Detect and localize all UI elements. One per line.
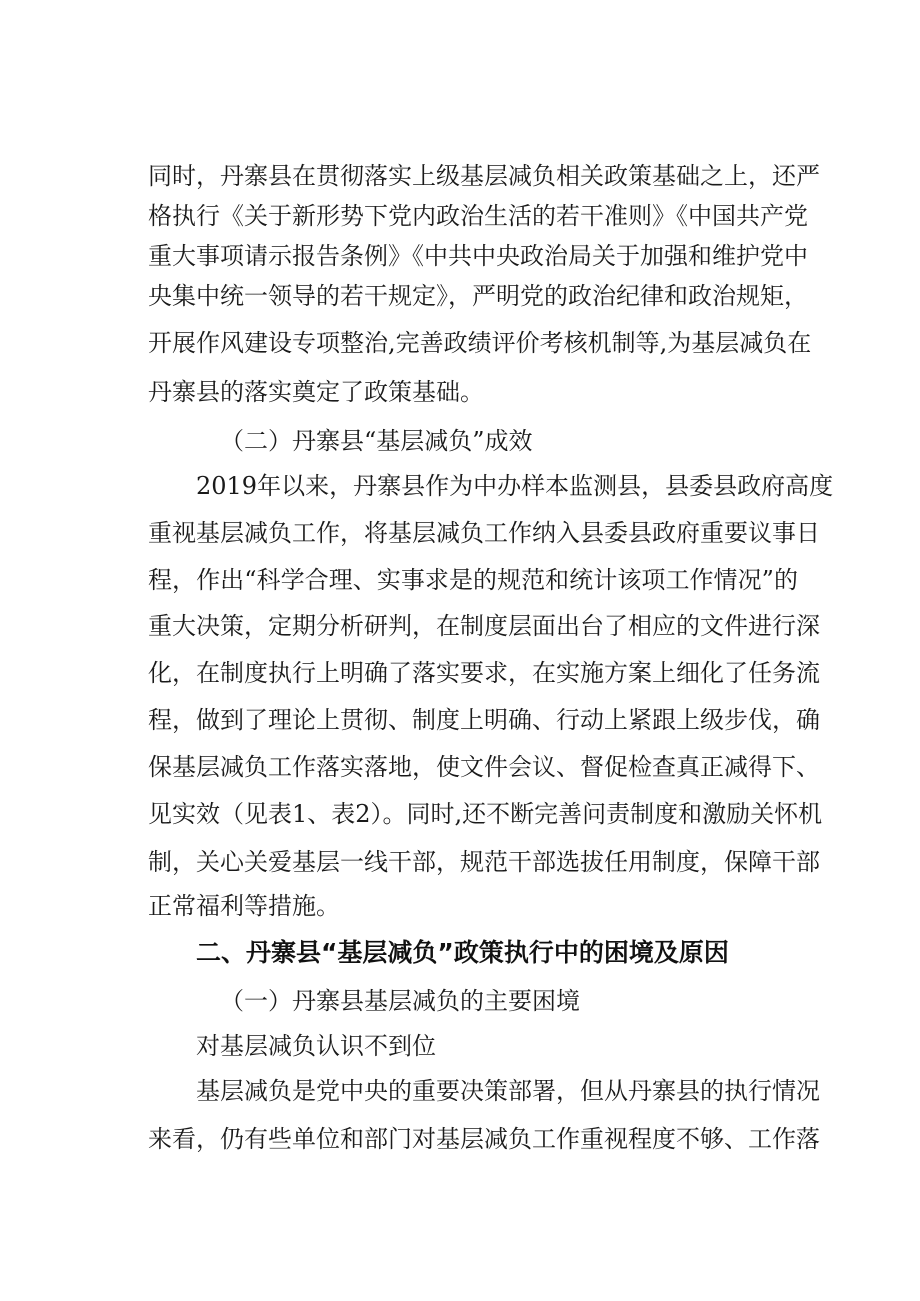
text-line: 化，在制度执行上明确了落实要求，在实施方案上细化了任务流 xyxy=(148,659,820,687)
subheading-difficulties: （一）丹寨县基层减负的主要困境 xyxy=(220,987,580,1015)
text-line: 保基层减负工作落实落地，使文件会议、督促检查真正减得下、 xyxy=(148,753,820,781)
text-line: 重视基层减负工作，将基层减负工作纳入县委县政府重要议事日 xyxy=(148,519,820,547)
text-line: 程，做到了理论上贯彻、制度上明确、行动上紧跟上级步伐，确 xyxy=(148,706,820,734)
text-line: 2019年以来，丹寨县作为中办样本监测县，县委县政府高度 xyxy=(196,472,834,500)
text-line: 同时，丹寨县在贯彻落实上级基层减负相关政策基础之上，还严 xyxy=(148,162,820,190)
text-line: 重大决策，定期分析研判，在制度层面出台了相应的文件进行深 xyxy=(148,612,820,640)
text-line: 见实效（见表1、表2）。同时,还不断完善问责制度和激励关怀机 xyxy=(148,800,823,828)
text-line: 重大事项请示报告条例》《中共中央政治局关于加强和维护党中 xyxy=(148,242,808,270)
subheading-achievements: （二）丹寨县“基层减负”成效 xyxy=(220,427,533,455)
point-title: 对基层减负认识不到位 xyxy=(196,1032,436,1060)
text-line: 基层减负是党中央的重要决策部署，但从丹寨县的执行情况 xyxy=(196,1077,820,1105)
text-line: 丹寨县的落实奠定了政策基础。 xyxy=(148,378,484,406)
text-line: 正常福利等措施。 xyxy=(148,892,340,920)
text-line: 程，作出“科学合理、实事求是的规范和统计该项工作情况”的 xyxy=(148,566,798,594)
text-line: 来看，仍有些单位和部门对基层减负工作重视程度不够、工作落 xyxy=(148,1125,820,1153)
text-line: 开展作风建设专项整治,完善政绩评价考核机制等,为基层减负在 xyxy=(148,329,812,357)
section-heading: 二、丹寨县“基层减负”政策执行中的困境及原因 xyxy=(196,938,729,967)
text-line: 格执行《关于新形势下党内政治生活的若干准则》《中国共产党 xyxy=(148,202,808,230)
text-line: 制，关心关爱基层一线干部，规范干部选拔任用制度，保障干部 xyxy=(148,848,820,876)
text-line: 央集中统一领导的若干规定》，严明党的政治纪律和政治规矩， xyxy=(148,282,808,310)
